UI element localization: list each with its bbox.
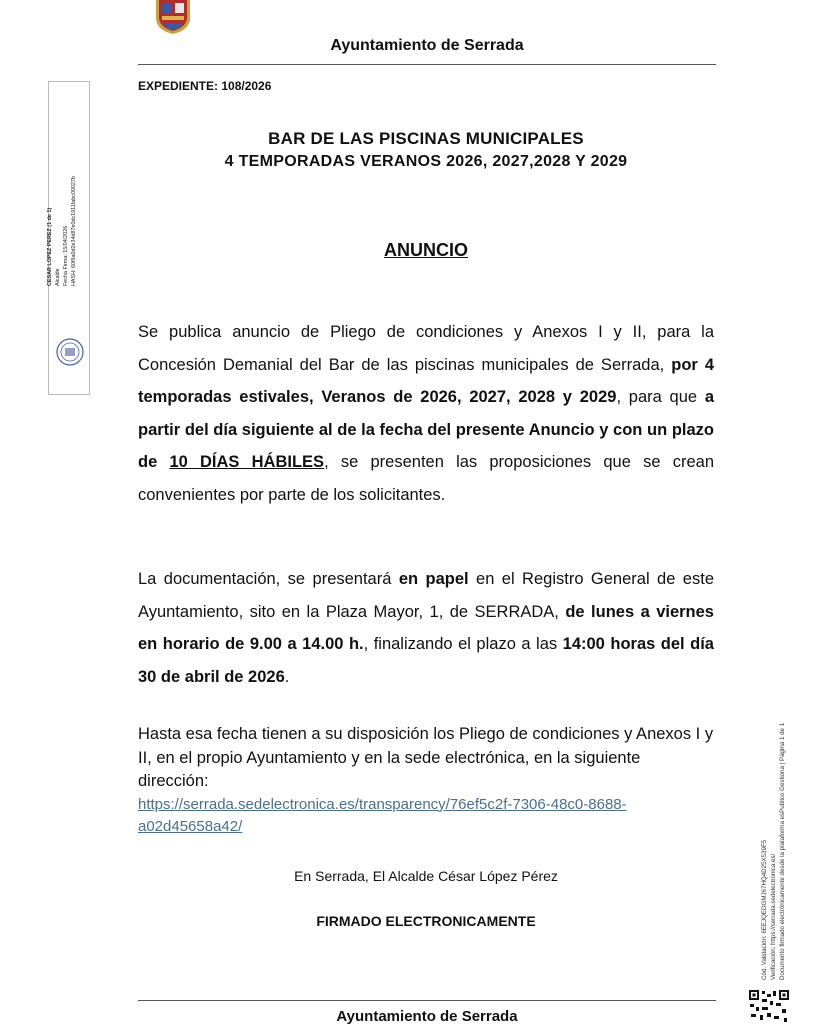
p2-text-2: en el Registro General de este Ayuntamiento, sito en la Plaza Mayor, 1, de SERRADA,: [138, 570, 714, 621]
signer-role: Alcalde: [55, 268, 61, 286]
p1-text-3: , se presenten las proposiciones que se crean convenientes por parte de los solicitantes.: [138, 453, 715, 504]
p2-text-3: , finalizando el plazo a las: [363, 635, 563, 653]
signature-line: En Serrada, El Alcalde César López Pérez: [294, 868, 558, 884]
link-line-2[interactable]: a02d45658a42/: [138, 817, 243, 835]
validation-code: Cód. Validación: 6EEJQEDGMJ67HQ4D25X539F5: [761, 839, 768, 980]
document-subtitle: 4 TEMPORADAS VERANOS 2026, 2027,2028 Y 2029: [224, 153, 628, 170]
expediente-number: EXPEDIENTE: 108/2026: [138, 79, 272, 93]
p2-text-1: La documentación, se presentará: [138, 570, 399, 588]
signature-stamp-text: [46, 66, 88, 286]
footer-title: Ayuntamiento de Serrada: [336, 1008, 518, 1025]
sede-electronica-link[interactable]: [138, 794, 714, 838]
paragraph-availability: [138, 723, 714, 838]
p1-bold-days: 10 DÍAS HÁBILES: [169, 453, 325, 471]
p1-bold-deadline: a partir del día siguiente al de la fecha del presente Anuncio y con un plazo de: [138, 388, 715, 471]
p1-text-1: Se publica anuncio de Pliego de condiciones y Anexos I y II, para la Concesión Demanial del Bar de las piscinas municipales de Serrada,: [138, 323, 714, 374]
verification-text: [760, 640, 800, 980]
anuncio-heading: ANUNCIO: [384, 240, 468, 260]
p2-text-4: .: [284, 667, 290, 686]
p2-bold-paper: en papel: [398, 570, 469, 588]
p1-bold-seasons: por 4 temporadas estivales, Veranos de 2026, 2027, 2028 y 2029: [138, 355, 714, 406]
document-title: BAR DE LAS PISCINAS MUNICIPALES: [268, 129, 584, 148]
paragraph-publication: [138, 316, 714, 511]
link-line-1[interactable]: https://serrada.sedelectronica.es/transparency/76ef5c2f-7306-48c0-8688-: [138, 795, 627, 813]
electronic-signature-note: FIRMADO ELECTRONICAMENTE: [316, 913, 536, 929]
seal-icon: [55, 337, 85, 367]
p2-bold-date: 14:00 horas del día 30 de abril de 2026: [138, 635, 714, 686]
header-divider: [138, 64, 716, 65]
p3-text: Hasta esa fecha tienen a su disposición los Pliego de condiciones y Anexos I y II, en el propio Ayuntamiento y en la sede electrónica, en la siguiente dirección:: [138, 725, 714, 790]
signature-hash: HASH: 60f9a0d2e34d87e0dc1911fabc00027b: [71, 176, 77, 286]
paragraph-documentation: [138, 563, 714, 693]
signature-date: Fecha Firma: 15/04/2026: [63, 225, 69, 286]
verification-url: Verificación: https://serrada.sedelectronica.es/: [770, 853, 777, 980]
municipal-crest-icon: [153, 0, 193, 34]
p2-bold-hours: de lunes a viernes en horario de 9.00 a 14.00 h.: [138, 602, 714, 653]
footer-divider: [138, 1000, 716, 1001]
signer-name: CESAR LOPEZ PEREZ (1 de 1): [47, 207, 53, 286]
p1-text-2: , para que: [616, 388, 705, 406]
platform-note: Documento firmado electrónicamente desde la plataforma esPublico Gestiona | Página 1 de 1: [779, 722, 786, 980]
qr-code-icon[interactable]: [748, 989, 790, 1024]
header-title: Ayuntamiento de Serrada: [330, 37, 524, 54]
